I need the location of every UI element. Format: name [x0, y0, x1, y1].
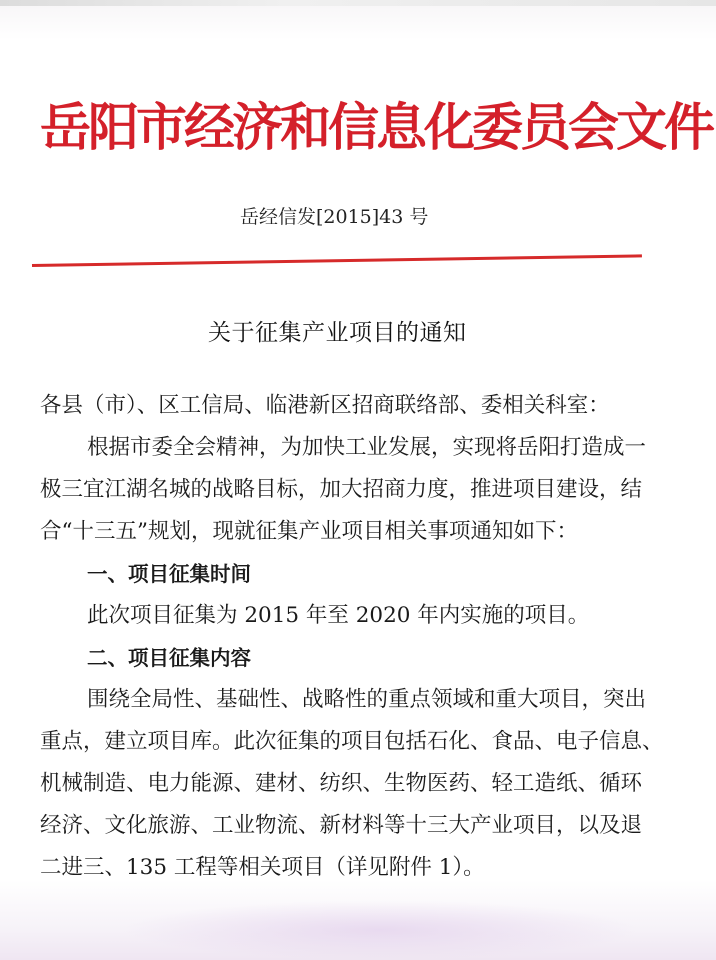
scan-bottom-tint — [120, 900, 640, 960]
document-number: 岳经信发[2015]43 号 — [240, 206, 429, 228]
section-heading: 二、项目征集内容 — [87, 646, 251, 670]
body-line: 机械制造、电力能源、建材、纺织、生物医药、轻工造纸、循环 — [40, 771, 643, 796]
document-body — [40, 385, 664, 889]
body-line: 此次项目征集为 2015 年至 2020 年内实施的项目。 — [87, 603, 590, 628]
body-line: 重点，建立项目库。此次征集的项目包括石化、食品、电子信息、 — [40, 729, 664, 754]
scan-top-edge — [0, 0, 716, 6]
body-line: 极三宜江湖名城的战略目标，加大招商力度，推进项目建设，结 — [40, 477, 643, 502]
body-line: 围绕全局性、基础性、战略性的重点领域和重大项目，突出 — [87, 687, 647, 712]
document-title: 关于征集产业项目的通知 — [208, 320, 467, 346]
body-line: 各县（市）、区工信局、临港新区招商联络部、委相关科室： — [40, 393, 610, 418]
document-header: 岳阳市经济和信息化委员会文件 — [40, 98, 713, 158]
body-line: 合“十三五”规划，现就征集产业项目相关事项通知如下： — [40, 519, 578, 544]
header-red-rule — [32, 254, 642, 267]
body-line: 二进三、135 工程等相关项目（详见附件 1）。 — [40, 855, 485, 880]
section-heading: 一、项目征集时间 — [87, 562, 251, 586]
body-line: 根据市委全会精神，为加快工业发展，实现将岳阳打造成一 — [87, 435, 647, 460]
body-line: 经济、文化旅游、工业物流、新材料等十三大产业项目，以及退 — [40, 813, 643, 838]
